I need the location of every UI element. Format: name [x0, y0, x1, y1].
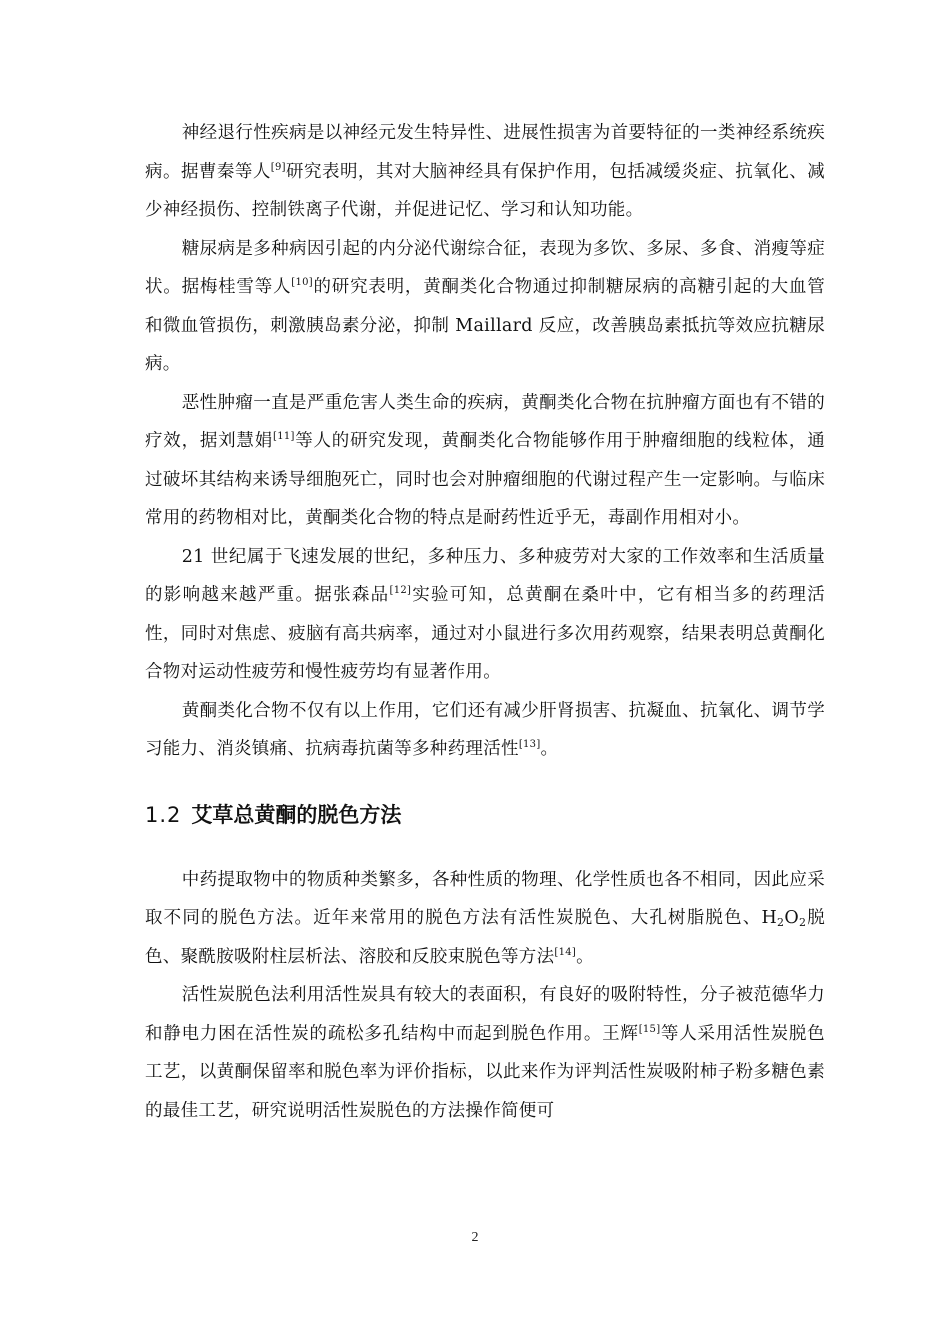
paragraph-text: 实验可知，总黄酮在桑叶中，它有相当多的药理活性，同时对焦虑、疲脑有高共病率，通过对小鼠进行多次用药观察，结果表明总黄酮化合物对运动性疲劳和慢性疲劳均有显著作用。	[145, 585, 825, 682]
formula-part: O	[784, 908, 799, 928]
paragraph-tumor	[145, 384, 825, 538]
paragraph-text: 糖尿病是多种病因引起的内分泌代谢综合征，表现为多饮、多尿、多食、消瘦等症状。据梅桂雪等人	[145, 238, 825, 297]
paragraph-text: 恶性肿瘤一直是严重危害人类生命的疾病，黄酮类化合物在抗肿瘤方面也有不错的疗效，据刘慧娟	[145, 392, 825, 451]
formula-subscript: 2	[777, 916, 785, 929]
paragraph-text: 神经退行性疾病是以神经元发生特异性、进展性损害为首要特征的一类神经系统疾病。据曹秦等人	[145, 123, 825, 182]
paragraph-activated-carbon	[145, 976, 825, 1130]
citation-ref: [13]	[518, 739, 541, 750]
paragraph-neurodegenerative	[145, 114, 825, 230]
paragraph-text: 脱色、聚酰胺吸附柱层析法、溶胶和反胶束脱色等方法	[145, 908, 825, 967]
paragraph-other-effects	[145, 692, 825, 769]
paragraph-text: 研究表明，其对大脑神经具有保护作用，包括减缓炎症、抗氧化、减少神经损伤、控制铁离子代谢，并促进记忆、学习和认知功能。	[145, 161, 825, 220]
section-number: 1.2	[145, 802, 182, 827]
section-title: 艾草总黄酮的脱色方法	[191, 802, 402, 827]
formula-subscript: 2	[799, 916, 807, 929]
citation-ref: [15]	[638, 1023, 661, 1035]
paragraph-text: 21 世纪属于飞速发展的世纪，多种压力、多种疲劳对大家的工作效率和生活质量的影响越来越严重。据张森品	[145, 546, 825, 605]
page-number: 2	[471, 1230, 479, 1245]
paragraph-text: 。	[576, 946, 594, 967]
formula-part: H	[761, 908, 778, 928]
paragraph-text: 黄酮类化合物不仅有以上作用，它们还有减少肝肾损害、抗凝血、抗氧化、调节学习能力、消炎镇痛、抗病毒抗菌等多种药理活性	[145, 700, 825, 759]
citation-ref: [9]	[270, 161, 286, 173]
paragraph-text: 等人的研究发现，黄酮类化合物能够作用于肿瘤细胞的线粒体，通过破坏其结构来诱导细胞死亡，同时也会对肿瘤细胞的代谢过程产生一定影响。与临床常用的药物相对比，黄酮类化合物的特点是耐药性近乎无，毒副作用相对小。	[145, 431, 825, 528]
paragraph-fatigue	[145, 538, 825, 692]
paragraph-text: 中药提取物中的物质种类繁多，各种性质的物理、化学性质也各不相同，因此应采取不同的脱色方法。近年来常用的脱色方法有活性炭脱色、大孔树脂脱色、	[145, 869, 825, 928]
citation-ref: [11]	[273, 431, 295, 442]
paragraph-diabetes	[145, 230, 825, 384]
body-text	[145, 114, 825, 1130]
h2o2-formula	[761, 908, 806, 928]
citation-ref: [12]	[389, 585, 412, 596]
paragraph-text: 的研究表明，黄酮类化合物通过抑制糖尿病的高糖引起的大血管和微血管损伤，刺激胰岛素分泌，抑制 Maillard 反应，改善胰岛素抵抗等效应抗糖尿病。	[145, 277, 825, 374]
paragraph-text: 等人采用活性炭脱色工艺，以黄酮保留率和脱色率为评价指标，以此来作为评判活性炭吸附柿子粉多糖色素的最佳工艺，研究说明活性炭脱色的方法操作简便可	[145, 1023, 825, 1121]
citation-ref: [14]	[554, 946, 577, 958]
paragraph-text: 活性炭脱色法利用活性炭具有较大的表面积，有良好的吸附特性，分子被范德华力和静电力困在活性炭的疏松多孔结构中而起到脱色作用。王辉	[145, 985, 825, 1044]
citation-ref: [10]	[291, 277, 314, 288]
section-heading	[145, 795, 825, 835]
paragraph-decolor-intro	[145, 861, 825, 977]
paragraph-text: 。	[540, 739, 559, 759]
